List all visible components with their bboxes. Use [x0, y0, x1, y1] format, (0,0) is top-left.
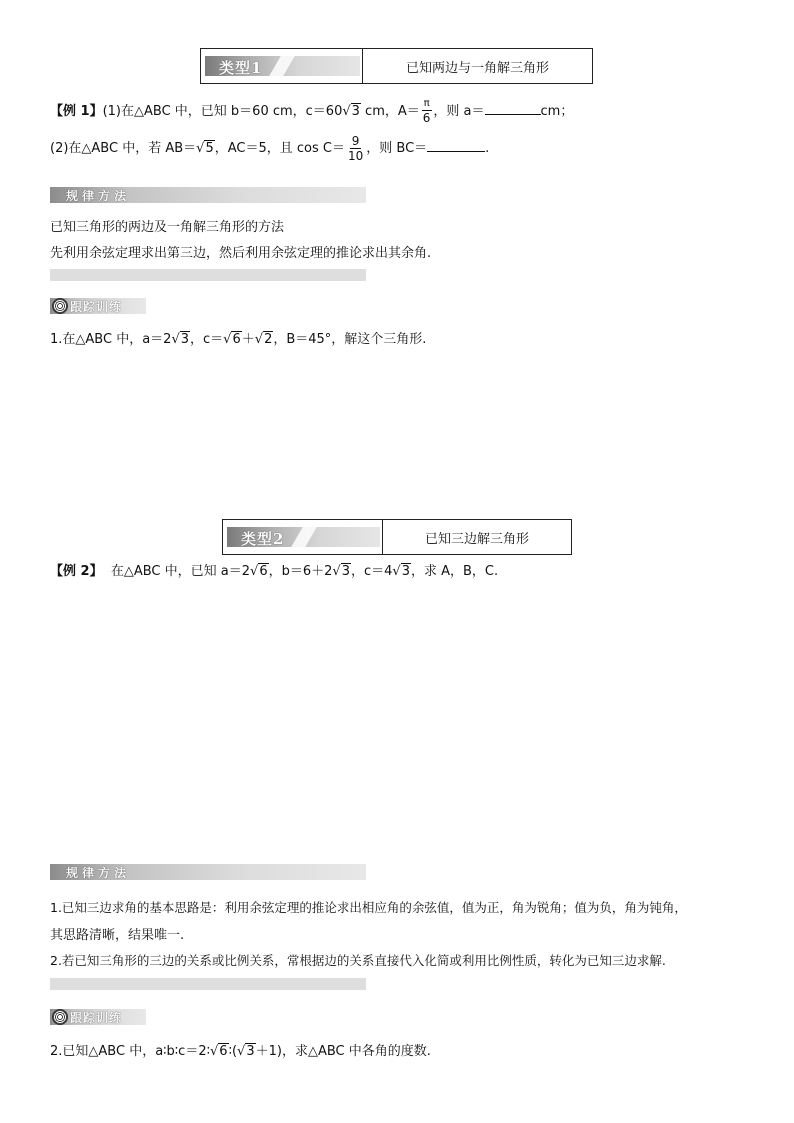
method2-line3: 2.若已知三角形的三边的关系或比例关系，常根据边的关系直接代入化简或利用比例性质，转化为已知三边求解.: [50, 953, 666, 968]
type2-title: 已知三边解三角形: [424, 531, 529, 547]
method1-line1: 已知三角形的两边及一角解三角形的方法: [50, 220, 285, 235]
type2-label: 类型2: [241, 530, 285, 548]
method1-end-bar: [50, 269, 366, 281]
fraction-pi-6: $\frac{\pi}{6}$: [422, 98, 431, 125]
example1-part1: 【例 1】(1)在△ABC 中，已知 b＝60 cm，c＝60√3 cm，A＝ $\frac{\pi}{6}$ ，则 a＝ cm；: [50, 98, 574, 125]
practice2-question: 2.已知△ABC 中，a∶b∶c＝2∶√6∶(√3＋1)，求△ABC 中各角的度数.: [50, 1044, 431, 1059]
sqrt-3: √3: [342, 104, 360, 119]
example1-part2: (2)在△ABC 中，若 AB＝√5，AC＝5，且 cos C＝ $\frac{9}{10}$ ，则 BC＝ .: [50, 134, 490, 163]
type1-title: 已知两边与一角解三角形: [405, 60, 549, 76]
answer-blank-1[interactable]: [485, 113, 541, 115]
fraction-9-10: $\frac{9}{10}$: [347, 134, 364, 163]
method1-header: 规律方法: [50, 187, 366, 203]
practice1-header: 跟踪训练: [50, 298, 146, 314]
type2-box: [222, 519, 572, 555]
target-icon: [52, 1009, 68, 1025]
method2-header: 规律方法: [50, 864, 366, 880]
type1-badge: [201, 49, 363, 83]
example2-tag: 【例 2】: [50, 564, 103, 579]
example2-question: 【例 2】 在△ABC 中，已知 a＝2√6，b＝6＋2√3，c＝4√3，求 A，B，C.: [50, 564, 499, 579]
type1-label: 类型1: [219, 59, 263, 77]
target-icon: [52, 298, 68, 314]
type2-badge: [223, 520, 383, 554]
method2-line2: 其思路清晰，结果唯一.: [50, 928, 185, 943]
sqrt-5: √5: [196, 141, 214, 156]
practice2-header: 跟踪训练: [50, 1009, 146, 1025]
answer-blank-2[interactable]: [427, 150, 485, 152]
practice1-question: 1.在△ABC 中，a＝2√3，c＝√6＋√2，B＝45°，解这个三角形.: [50, 332, 427, 347]
method2-line1: 1.已知三边求角的基本思路是：利用余弦定理的推论求出相应角的余弦值，值为正，角为锐角；值为负，角为钝角，: [50, 900, 687, 915]
method1-line2: 先利用余弦定理求出第三边，然后利用余弦定理的推论求出其余角.: [50, 246, 432, 261]
method2-end-bar: [50, 978, 366, 990]
type1-box: [200, 48, 593, 84]
example1-tag: 【例 1】: [50, 104, 103, 119]
